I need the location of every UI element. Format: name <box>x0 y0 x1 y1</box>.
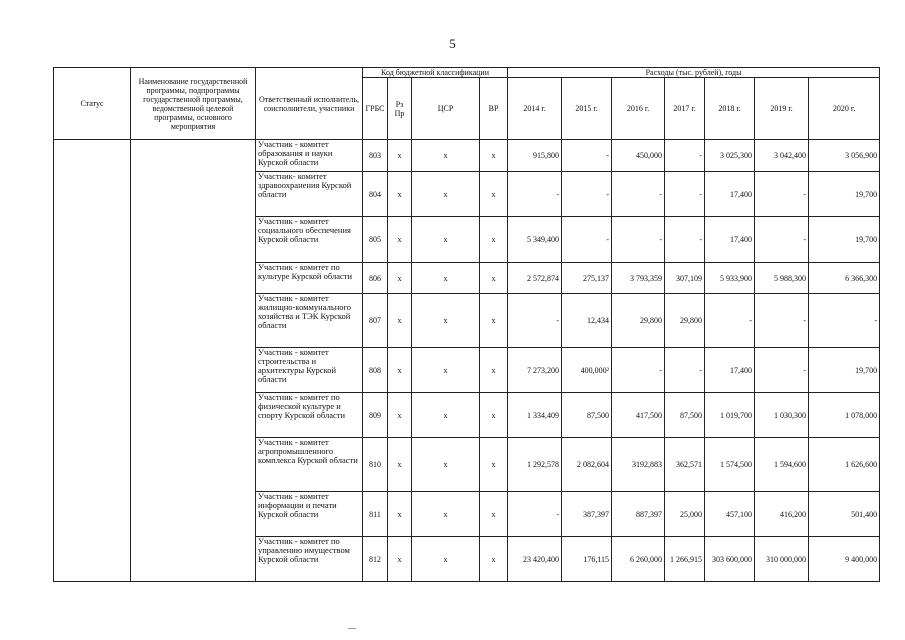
vr-cell: х <box>480 217 508 263</box>
vr-cell: х <box>480 263 508 294</box>
expense-cell-2014: - <box>508 492 562 537</box>
expense-cell-2014: 5 349,400 <box>508 217 562 263</box>
vr-cell: х <box>480 438 508 492</box>
grbs-cell: 811 <box>363 492 388 537</box>
expense-cell-2015: 275,137 <box>562 263 612 294</box>
expense-cell-2016: 450,000 <box>612 140 665 172</box>
expense-cell-2016: - <box>612 217 665 263</box>
expense-cell-2016: 3192,883 <box>612 438 665 492</box>
expense-cell-2014: 2 572,874 <box>508 263 562 294</box>
header-status: Статус <box>54 68 131 140</box>
expense-cell-2018: 303 600,000 <box>705 537 755 582</box>
expense-cell-2019: 1 594,600 <box>755 438 809 492</box>
expense-cell-2017: - <box>665 348 705 393</box>
header-program-name: Наименование государственной программы, подпрограммы государственной программы, ведомственной целевой программы, основного мероприятия <box>131 68 256 140</box>
grbs-cell: 805 <box>363 217 388 263</box>
responsible-cell: Участник - комитет по культуре Курской области <box>256 263 363 294</box>
expense-cell-2017: 307,109 <box>665 263 705 294</box>
csr-cell: х <box>412 263 480 294</box>
expense-cell-2015: - <box>562 140 612 172</box>
expense-cell-2020: 19,700 <box>809 217 880 263</box>
responsible-cell: Участник - комитет по управлению имуществом Курской области <box>256 537 363 582</box>
expense-cell-2017: - <box>665 140 705 172</box>
rzpr-cell: х <box>388 172 412 217</box>
header-year-2019: 2019 г. <box>755 78 809 140</box>
responsible-cell: Участник - комитет информации и печати Курской области <box>256 492 363 537</box>
header-year-2015: 2015 г. <box>562 78 612 140</box>
expense-cell-2016: 887,397 <box>612 492 665 537</box>
expense-cell-2020: 9 400,000 <box>809 537 880 582</box>
expense-cell-2016: 29,800 <box>612 294 665 348</box>
expense-cell-2016: 6 260,000 <box>612 537 665 582</box>
expense-cell-2014: 1 334,409 <box>508 393 562 438</box>
expense-cell-2019: - <box>755 172 809 217</box>
responsible-cell: Участник - комитет образования и науки Курской области <box>256 140 363 172</box>
expense-cell-2015: 2 082,604 <box>562 438 612 492</box>
expense-cell-2017: 25,000 <box>665 492 705 537</box>
csr-cell: х <box>412 294 480 348</box>
header-year-2017: 2017 г. <box>665 78 705 140</box>
expense-cell-2020: 6 366,300 <box>809 263 880 294</box>
grbs-cell: 812 <box>363 537 388 582</box>
responsible-cell: Участник- комитет здравоохранения Курской области <box>256 172 363 217</box>
header-year-2018: 2018 г. <box>705 78 755 140</box>
expense-cell-2018: 1 574,500 <box>705 438 755 492</box>
rzpr-cell: х <box>388 438 412 492</box>
expense-cell-2019: 416,200 <box>755 492 809 537</box>
expense-cell-2019: - <box>755 348 809 393</box>
expense-cell-2014: 915,800 <box>508 140 562 172</box>
csr-cell: х <box>412 492 480 537</box>
csr-cell: х <box>412 172 480 217</box>
csr-cell: х <box>412 140 480 172</box>
csr-cell: х <box>412 537 480 582</box>
responsible-cell: Участник - комитет строительства и архитектуры Курской области <box>256 348 363 393</box>
responsible-cell: Участник - комитет агропромышленного комплекса Курской области <box>256 438 363 492</box>
expense-cell-2020: 3 056,900 <box>809 140 880 172</box>
csr-cell: х <box>412 217 480 263</box>
expense-cell-2016: - <box>612 172 665 217</box>
table-row <box>54 140 880 172</box>
rzpr-cell: х <box>388 263 412 294</box>
expense-cell-2014: 7 273,200 <box>508 348 562 393</box>
expense-cell-2016: - <box>612 348 665 393</box>
expense-cell-2018: 3 025,300 <box>705 140 755 172</box>
header-rzpr: Рз Пр <box>388 78 412 140</box>
expense-cell-2018: 5 933,900 <box>705 263 755 294</box>
rzpr-cell: х <box>388 537 412 582</box>
vr-cell: х <box>480 492 508 537</box>
header-csr: ЦСР <box>412 78 480 140</box>
csr-cell: х <box>412 348 480 393</box>
expense-cell-2017: 1 266,915 <box>665 537 705 582</box>
expense-cell-2015: 400,000² <box>562 348 612 393</box>
rzpr-cell: х <box>388 294 412 348</box>
vr-cell: х <box>480 537 508 582</box>
expense-cell-2018: 1 019,700 <box>705 393 755 438</box>
expense-cell-2014: - <box>508 294 562 348</box>
responsible-cell: Участник - комитет по физической культуре и спорту Курской области <box>256 393 363 438</box>
rzpr-cell: х <box>388 217 412 263</box>
header-expenses: Расходы (тыс. рублей), годы <box>508 68 880 78</box>
expense-cell-2019: - <box>755 217 809 263</box>
vr-cell: х <box>480 393 508 438</box>
program-name-cell <box>131 140 256 582</box>
expense-cell-2014: 1 292,578 <box>508 438 562 492</box>
expense-cell-2014: 23 420,400 <box>508 537 562 582</box>
expense-cell-2015: - <box>562 172 612 217</box>
grbs-cell: 807 <box>363 294 388 348</box>
responsible-cell: Участник - комитет социального обеспечения Курской области <box>256 217 363 263</box>
expense-cell-2015: 87,500 <box>562 393 612 438</box>
expense-cell-2018: 17,400 <box>705 172 755 217</box>
responsible-cell: Участник - комитет жилищно-коммунального хозяйства и ТЭК Курской области <box>256 294 363 348</box>
expense-cell-2015: 387,397 <box>562 492 612 537</box>
grbs-cell: 810 <box>363 438 388 492</box>
expense-cell-2020: 1 078,000 <box>809 393 880 438</box>
grbs-cell: 809 <box>363 393 388 438</box>
expense-cell-2018: 17,400 <box>705 348 755 393</box>
scan-mark <box>348 628 356 629</box>
expense-cell-2020: 19,700 <box>809 348 880 393</box>
expense-cell-2019: - <box>755 294 809 348</box>
header-year-2020: 2020 г. <box>809 78 880 140</box>
expense-cell-2015: 12,434 <box>562 294 612 348</box>
expense-cell-2015: - <box>562 217 612 263</box>
budget-table <box>53 67 880 582</box>
header-year-2016: 2016 г. <box>612 78 665 140</box>
expense-cell-2017: - <box>665 172 705 217</box>
header-year-2014: 2014 г. <box>508 78 562 140</box>
grbs-cell: 804 <box>363 172 388 217</box>
rzpr-cell: х <box>388 393 412 438</box>
vr-cell: х <box>480 140 508 172</box>
header-vr: ВР <box>480 78 508 140</box>
expense-cell-2019: 3 042,400 <box>755 140 809 172</box>
status-cell <box>54 140 131 582</box>
vr-cell: х <box>480 172 508 217</box>
expense-cell-2017: 87,500 <box>665 393 705 438</box>
expense-cell-2020: - <box>809 294 880 348</box>
expense-cell-2020: 1 626,600 <box>809 438 880 492</box>
expense-cell-2019: 5 988,300 <box>755 263 809 294</box>
expense-cell-2017: - <box>665 217 705 263</box>
expense-cell-2017: 29,800 <box>665 294 705 348</box>
expense-cell-2015: 176,115 <box>562 537 612 582</box>
expense-cell-2019: 1 030,300 <box>755 393 809 438</box>
vr-cell: х <box>480 348 508 393</box>
csr-cell: х <box>412 438 480 492</box>
rzpr-cell: х <box>388 492 412 537</box>
expense-cell-2018: 457,100 <box>705 492 755 537</box>
header-responsible: Ответственный исполнитель, соисполнители, участники <box>256 68 363 140</box>
grbs-cell: 808 <box>363 348 388 393</box>
page-number: 5 <box>449 36 456 51</box>
header-grbs: ГРБС <box>363 78 388 140</box>
rzpr-cell: х <box>388 140 412 172</box>
expense-cell-2014: - <box>508 172 562 217</box>
grbs-cell: 806 <box>363 263 388 294</box>
rzpr-cell: х <box>388 348 412 393</box>
expense-cell-2017: 362,571 <box>665 438 705 492</box>
expense-cell-2018: 17,400 <box>705 217 755 263</box>
expense-cell-2020: 501,400 <box>809 492 880 537</box>
csr-cell: х <box>412 393 480 438</box>
grbs-cell: 803 <box>363 140 388 172</box>
vr-cell: х <box>480 294 508 348</box>
header-budget-code: Код бюджетной классификации <box>363 68 508 78</box>
expense-cell-2016: 417,500 <box>612 393 665 438</box>
expense-cell-2019: 310 000,000 <box>755 537 809 582</box>
expense-cell-2018: - <box>705 294 755 348</box>
expense-cell-2020: 19,700 <box>809 172 880 217</box>
expense-cell-2016: 3 793,359 <box>612 263 665 294</box>
